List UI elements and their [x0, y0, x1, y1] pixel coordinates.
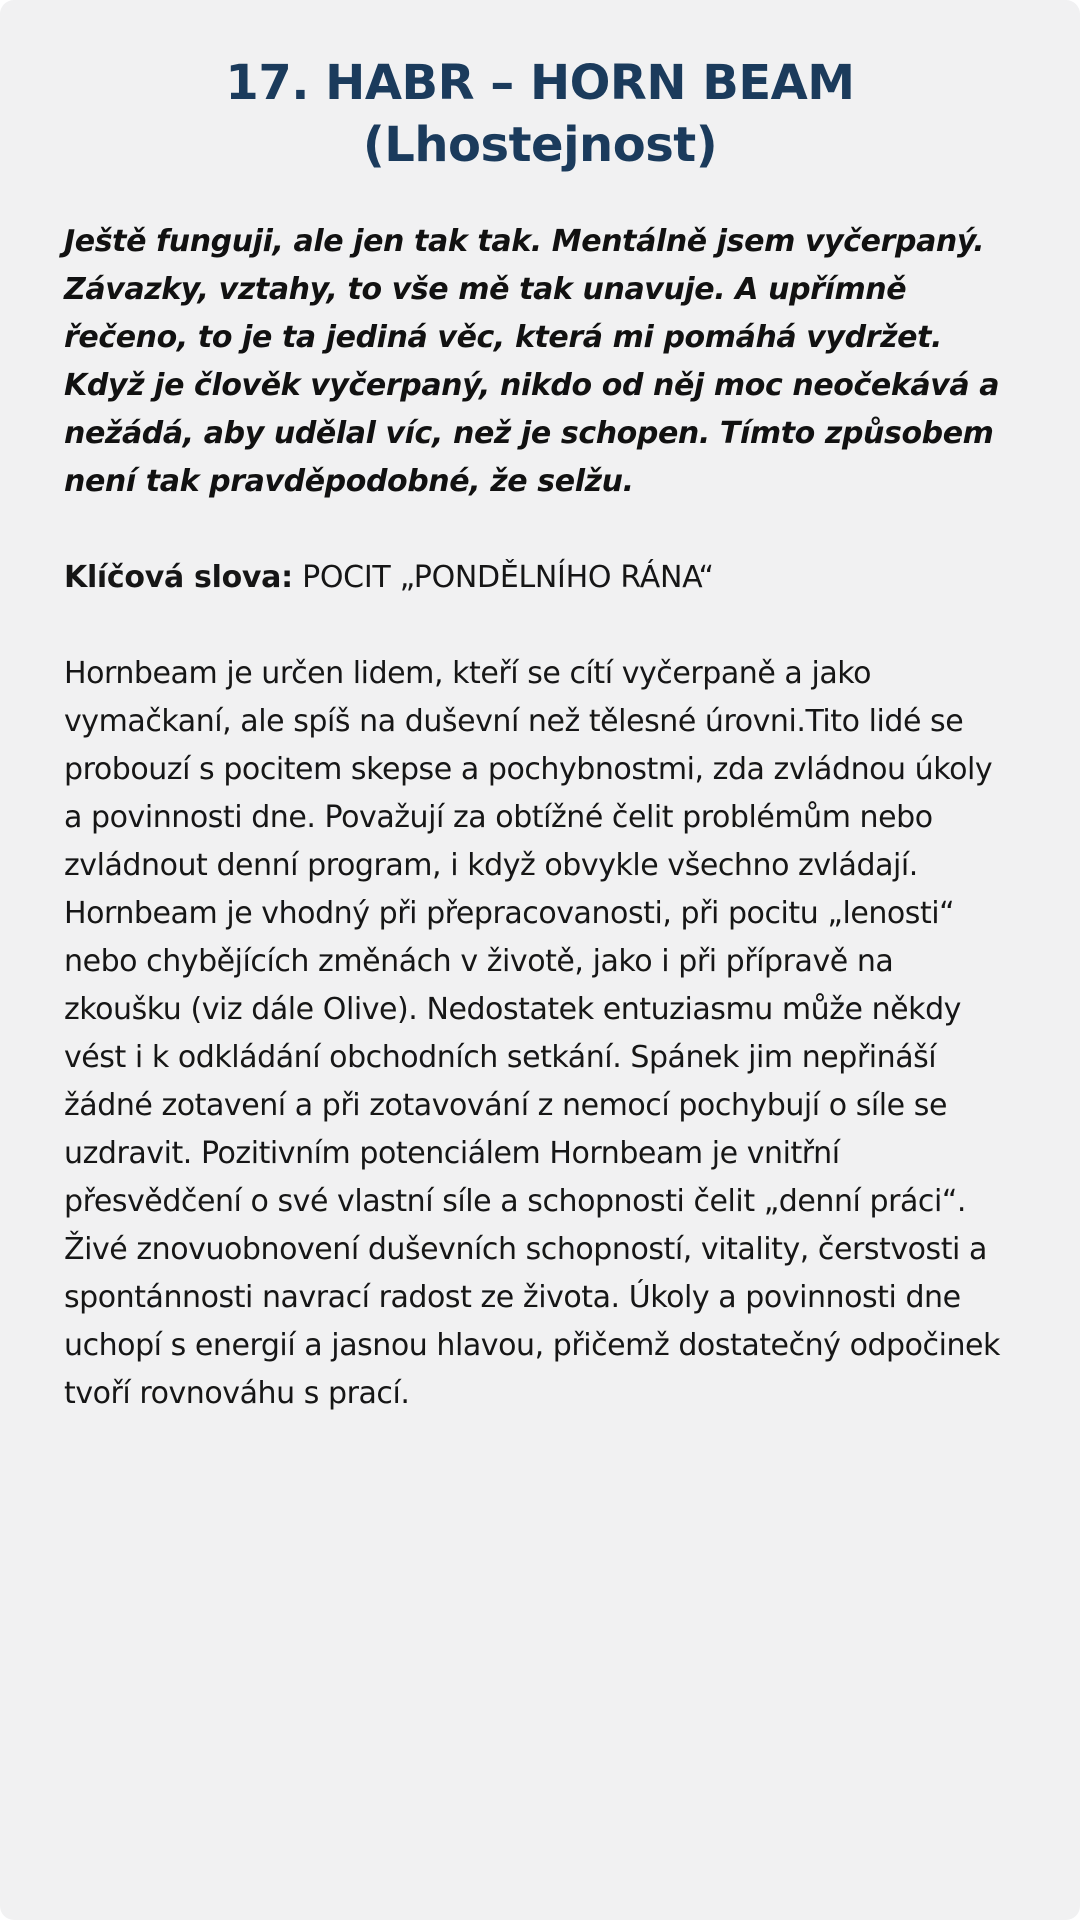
title-line-1: 17. HABR – HORN BEAM [225, 55, 855, 111]
keywords-value: POCIT „PONDĚLNÍHO RÁNA“ [302, 560, 714, 595]
keywords-line [64, 554, 1016, 602]
title-line-2: (Lhostejnost) [362, 117, 718, 173]
intro-quote: Ještě funguji, ale jen tak tak. Mentálně jsem vyčerpaný. Závazky, vztahy, to vše mě tak unavuje. A upřímně řečeno, to je ta jediná věc, která mi pomáhá vydržet. Když je člověk vyčerpaný, nikdo od něj moc neočekává a nežádá, aby udělal víc, než je schopen. Tímto způsobem není tak pravděpodobné, že selžu. [64, 224, 1000, 499]
page-title [64, 52, 1016, 176]
keywords-label: Klíčová slova: [64, 560, 293, 595]
description-paragraph: Hornbeam je určen lidem, kteří se cítí vyčerpaně a jako vymačkaní, ale spíš na duševní než tělesné úrovni.Tito lidé se probouzí s pocitem skepse a pochybnostmi, zda zvládnou úkoly a povinnosti dne. Považují za obtížné čelit problémům nebo zvládnout denní program, i když obvykle všechno zvládají. Hornbeam je vhodný při přepracovanosti, při pocitu „lenosti“ nebo chybějících změnách v životě, jako i při přípravě na zkoušku (viz dále Olive). Nedostatek entuziasmu může někdy vést i k odkládání obchodních setkání. Spánek jim nepřináší žádné zotavení a při zotavování z nemocí pochybují o síle se uzdravit. Pozitivním potenciálem Hornbeam je vnitřní přesvědčení o své vlastní síle a schopnosti čelit „denní práci“. Živé znovuobnovení duševních schopností, vitality, čerstvosti a spontánnosti navrací radost ze života. Úkoly a povinnosti dne uchopí s energií a jasnou hlavou, přičemž dostatečný odpočinek tvoří rovnováhu s prací. [64, 656, 1000, 1411]
